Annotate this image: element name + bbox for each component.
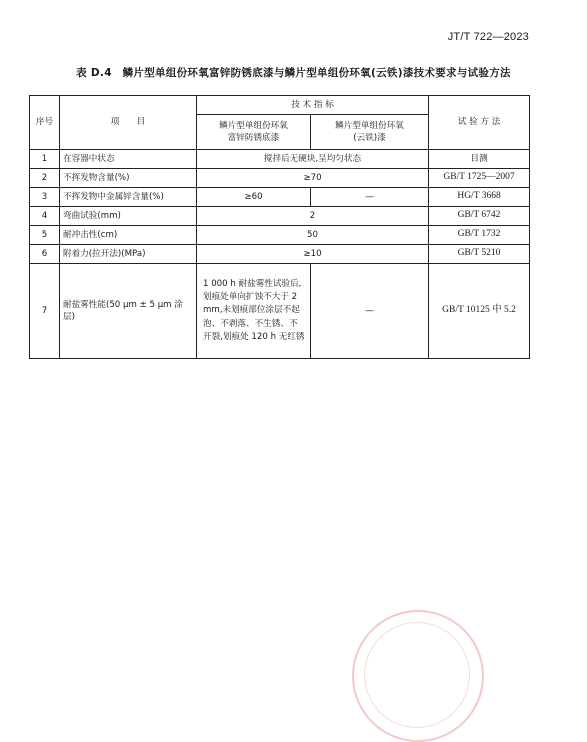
row-method: GB/T 10125 中 5.2	[429, 264, 530, 359]
row-method: GB/T 1732	[429, 226, 530, 245]
row-spec-merged: 50	[197, 226, 429, 245]
row-no: 3	[30, 188, 60, 207]
header-seq: 序号	[30, 96, 60, 150]
row-item: 弯曲试验(mm)	[60, 207, 197, 226]
row-spec-merged: 搅拌后无硬块,呈均匀状态	[197, 150, 429, 169]
row-item: 不挥发物含量(%)	[60, 169, 197, 188]
row-no: 4	[30, 207, 60, 226]
row-no: 7	[30, 264, 60, 359]
row-method: GB/T 5210	[429, 245, 530, 264]
header-item: 项 目	[60, 96, 197, 150]
row-method: 目测	[429, 150, 530, 169]
table-row	[30, 169, 530, 188]
spec-table	[29, 95, 530, 359]
header-spec-b-line1: 鳞片型单组份环氧	[335, 120, 404, 131]
row-no: 5	[30, 226, 60, 245]
row-method: GB/T 6742	[429, 207, 530, 226]
row-spec-merged: ≥70	[197, 169, 429, 188]
table-row	[30, 226, 530, 245]
row-no: 6	[30, 245, 60, 264]
header-spec-a-line2: 富锌防锈底漆	[227, 133, 280, 143]
header-spec-a	[197, 115, 311, 150]
row-item: 在容器中状态	[60, 150, 197, 169]
header-spec-b-line2: (云铁)漆	[353, 133, 386, 143]
row-spec-b: —	[311, 264, 429, 359]
row-item: 耐冲击性(cm)	[60, 226, 197, 245]
row-method: GB/T 1725—2007	[429, 169, 530, 188]
row-item: 耐盐雾性能(50 μm ± 5 μm 涂层)	[60, 264, 197, 359]
row-spec-b: —	[311, 188, 429, 207]
header-spec-group: 技 术 指 标	[197, 96, 429, 115]
table-row	[30, 207, 530, 226]
header-method: 试 验 方 法	[429, 96, 530, 150]
row-item: 不挥发物中金属锌含量(%)	[60, 188, 197, 207]
table-row	[30, 150, 530, 169]
row-method: HG/T 3668	[429, 188, 530, 207]
table-row	[30, 245, 530, 264]
row-spec-merged: ≥10	[197, 245, 429, 264]
row-spec-a: 1 000 h 耐盐雾性试验后,划痕处单向扩蚀不大于 2 mm,未划痕部位涂层不起泡、不剥落、不生锈、不开裂,划痕处 120 h 无红锈	[197, 264, 311, 359]
seal-watermark-inner-ring	[364, 622, 470, 728]
row-item: 附着力(拉开法)(MPa)	[60, 245, 197, 264]
header-spec-a-line1: 鳞片型单组份环氧	[219, 120, 288, 131]
row-no: 2	[30, 169, 60, 188]
standard-code: JT/T 722—2023	[447, 31, 529, 43]
table-title: 表 D.4 鳞片型单组份环氧富锌防锈底漆与鳞片型单组份环氧(云铁)漆技术要求与试验方法	[76, 67, 511, 79]
row-spec-merged: 2	[197, 207, 429, 226]
table-row	[30, 188, 530, 207]
table-row	[30, 264, 530, 359]
header-spec-b	[311, 115, 429, 150]
row-no: 1	[30, 150, 60, 169]
row-spec-a: ≥60	[197, 188, 311, 207]
